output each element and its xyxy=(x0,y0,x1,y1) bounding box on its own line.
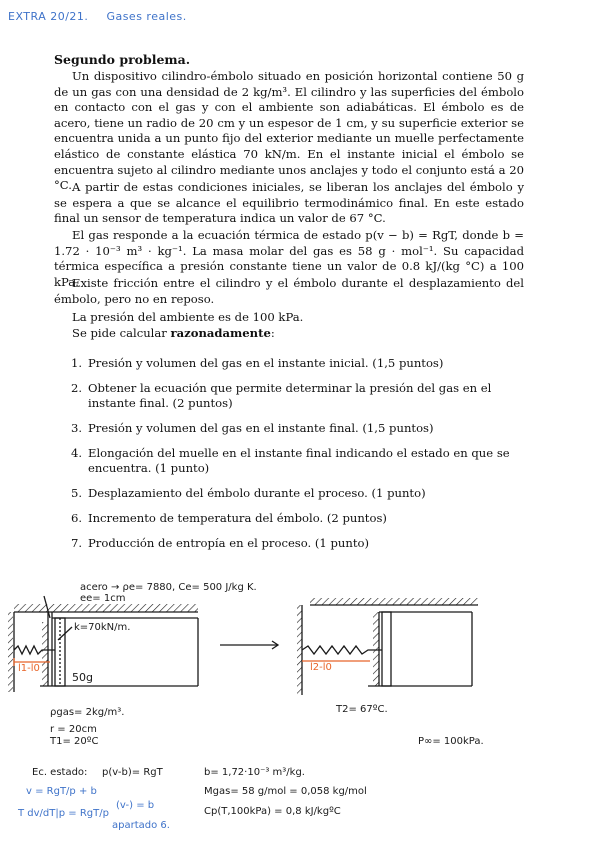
molar-mass-text: Mgas= 58 g/mol = 0,058 kg/mol xyxy=(204,786,367,797)
ask-suffix: : xyxy=(270,326,275,340)
elongation-initial-label: l1-l0 xyxy=(18,663,40,674)
ec-estado-equation: p(v-b)= RgT xyxy=(102,767,163,778)
fixed-wall-hatch xyxy=(8,612,13,692)
radius-note: r = 20cm xyxy=(50,724,97,735)
density-note: ρgas= 2kg/m³. xyxy=(50,707,125,718)
b-value-note: b= 1,72·10⁻³ m³/kg. xyxy=(204,767,305,778)
ambient-pressure-note: P∞= 100kPa. xyxy=(418,736,484,747)
question-item: 6. Incremento de temperatura del émbolo. (2 puntos) xyxy=(71,511,387,525)
mass-note: 50g xyxy=(72,671,93,684)
header-left: EXTRA 20/21. xyxy=(8,10,89,23)
acero-note: acero → ρe= 7880, Ce= 500 J/kg K. xyxy=(80,582,257,593)
question-text: Incremento de temperatura del émbolo. (2 puntos) xyxy=(88,511,387,525)
paragraph-1: Un dispositivo cilindro-émbolo situado en posición horizontal contiene 50 g de un gas con una densidad de 2 kg/m³. El cilindro y las superficies del émbolo en contacto con el gas y con el ambiente son adiabáticas. El émbolo es de acero, tiene un radio de 20 cm y un espesor de 1 cm, y su superficie exterior se encuentra unida a un punto fijo del exterior mediante un muelle perfectamente elástico de constante elástica 70 kN/m. En el instante inicial el émbolo se encuentra sujeto al cilindro mediante unos anclajes y todo el conjunto está a 20 °C. xyxy=(54,69,524,193)
molar-mass-note xyxy=(204,786,367,797)
left-wall-hatch xyxy=(42,622,48,686)
question-item: 2. Obtener la ecuación que permite determinar la presión del gas en el instante final. (2 puntos) xyxy=(71,381,492,410)
final-state-cylinder xyxy=(297,598,478,695)
question-text: Obtener la ecuación que permite determinar la presión del gas en el instante final. (2 puntos) xyxy=(88,381,492,410)
spring-final xyxy=(302,646,382,654)
question-text: Elongación del muelle en el instante final indicando el estado en que se encuentra. (1 punto) xyxy=(88,446,510,475)
question-text: Producción de entropía en el proceso. (1 punto) xyxy=(88,536,370,550)
paragraph-2: A partir de estas condiciones iniciales, se liberan los anclajes del émbolo y se espera a que se alcance el equilibrio termodinámico final. En este estado final un sensor de temperatura indica un valor de 67 °C. xyxy=(54,180,524,226)
initial-state-cylinder xyxy=(8,596,198,692)
question-item: 7. Producción de entropía en el proceso. (1 punto) xyxy=(71,536,370,550)
ask-bold: razonadamente xyxy=(170,326,271,340)
question-item: 1. Presión y volumen del gas en el instante inicial. (1,5 puntos) xyxy=(71,356,444,370)
apartado-note: apartado 6. xyxy=(112,820,170,831)
ask-prefix: Se pide calcular xyxy=(72,326,171,340)
fixed-wall-hatch-final xyxy=(297,605,302,695)
piston-final xyxy=(382,612,391,686)
paragraph-5: La presión del ambiente es de 100 kPa. xyxy=(72,310,304,324)
top-wall-hatch xyxy=(14,604,198,612)
paragraph-4: Existe fricción entre el cilindro y el émbolo durante el desplazamiento del émbolo, pero no en reposo. xyxy=(54,276,524,306)
espesor-note: ee= 1cm xyxy=(80,593,126,604)
derivative-equation: T dv/dT|p = RgT/p xyxy=(18,808,109,819)
question-item: 5. Desplazamiento del émbolo durante el proceso. (1 punto) xyxy=(71,486,426,500)
question-item: 4. Elongación del muelle en el instante final indicando el estado en que se encuentra. (1 punto) xyxy=(71,446,510,475)
left-wall-hatch-final xyxy=(373,612,379,686)
t1-note: T1= 20ºC xyxy=(50,736,99,747)
question-text: Desplazamiento del émbolo durante el proceso. (1 punto) xyxy=(88,486,426,500)
question-item: 3. Presión y volumen del gas en el instante final. (1,5 puntos) xyxy=(71,421,434,435)
question-text: Presión y volumen del gas en el instante final. (1,5 puntos) xyxy=(88,421,434,435)
elongation-final-label: l2-l0 xyxy=(310,662,332,673)
problem-title: Segundo problema. xyxy=(54,52,191,67)
paragraph-3: El gas responde a la ecuación térmica de estado p(v − b) = RgT, donde b = 1.72 · 10⁻³ m³ · kg⁻¹. La masa molar del gas es 58 g · mol⁻¹. Su capacidad térmica específica a presión constante tiene un valor de 0.8 kJ/(kg °C) a 100 kPa. xyxy=(54,228,524,289)
top-wall-hatch-final xyxy=(310,598,478,605)
spring-constant-note: k=70kN/m. xyxy=(74,622,131,633)
process-arrow xyxy=(220,641,278,649)
derivative-annotation: (v-) = b xyxy=(116,800,155,811)
header-right: Gases reales. xyxy=(106,10,187,23)
t2-note: T2= 67ºC. xyxy=(336,704,388,715)
spring-initial xyxy=(14,646,55,654)
question-text: Presión y volumen del gas en el instante inicial. (1,5 puntos) xyxy=(88,356,444,370)
cp-note: Cp(T,100kPa) = 0,8 kJ/kgºC xyxy=(204,806,341,817)
ec-estado-label: Ec. estado: xyxy=(32,767,88,778)
specific-volume-equation: v = RgT/p + b xyxy=(26,786,97,797)
